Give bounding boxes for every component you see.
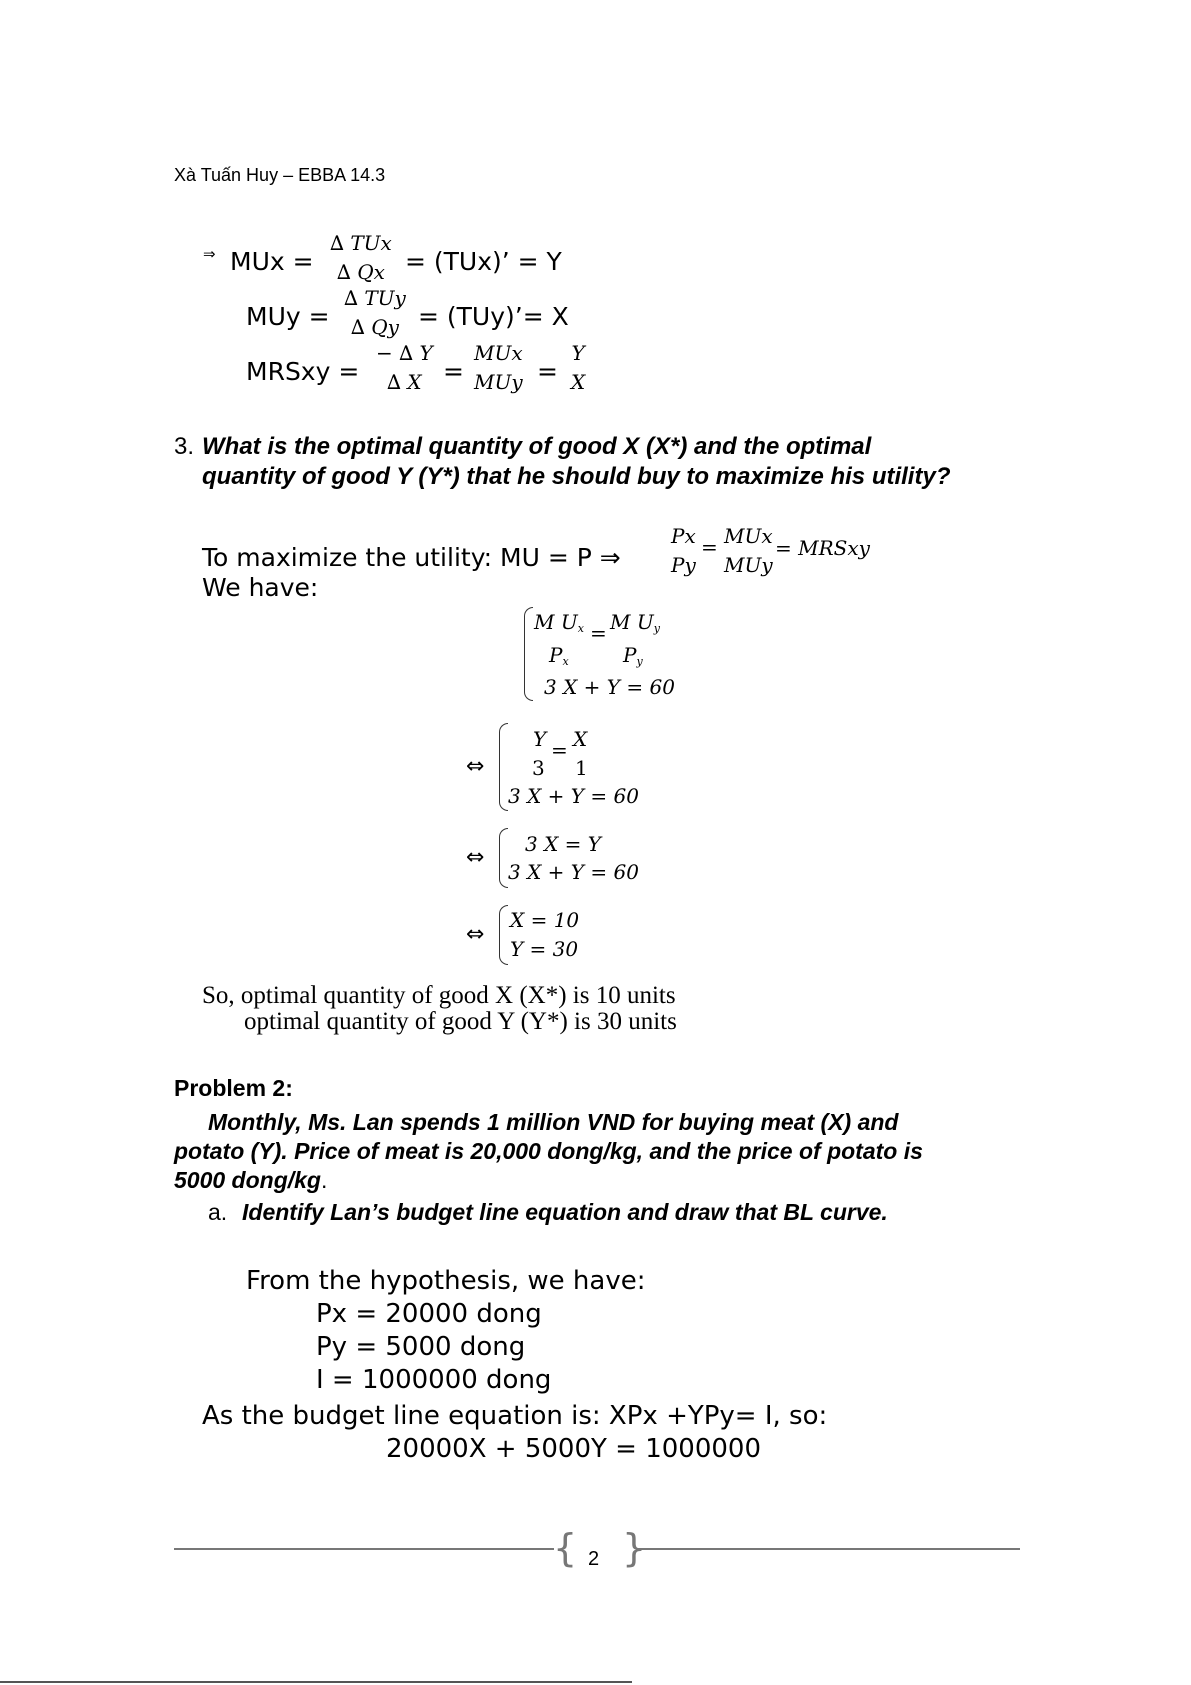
equivalence-arrow-3: ⇔ — [466, 922, 485, 947]
system-4-line-1: X = 10 — [510, 908, 580, 932]
system-2-denominator-2: 1 — [575, 756, 588, 780]
mu-ratio-numerator: MUx — [724, 524, 773, 548]
budget-line-equation: 20000X + 5000Y = 1000000 — [386, 1434, 761, 1464]
system-1-constraint: 3 X + Y = 60 — [544, 675, 675, 699]
system-2-brace — [499, 723, 508, 811]
muy-label: MUy = — [246, 302, 330, 331]
mrs-numerator-3: Y — [571, 341, 585, 365]
system-2-denominator-1: 3 — [532, 756, 545, 780]
system-3-brace — [499, 828, 508, 888]
maximize-text: To maximize the utility: MU = P ⇒ — [202, 543, 621, 572]
footer-rule-right — [636, 1548, 1020, 1550]
problem-2-title: Problem 2: — [174, 1075, 293, 1101]
page-number: 2 — [588, 1548, 600, 1570]
mrs-denominator-1: ∆ X — [387, 370, 422, 394]
mrs-label: MRSxy = — [246, 357, 360, 386]
sub-question-a-label: a. — [208, 1199, 228, 1225]
mux-result: = (TUx)’ = Y — [405, 247, 562, 276]
price-ratio-fraction — [671, 522, 696, 580]
system-3-line-2: 3 X + Y = 60 — [508, 860, 639, 884]
equivalence-arrow-2: ⇔ — [466, 845, 485, 870]
system-1-p-y: Py — [623, 643, 643, 668]
system-4-line-2: Y = 30 — [510, 937, 579, 961]
system-1-equals: = — [590, 621, 607, 645]
maximize-mrs: = MRSxy — [775, 536, 870, 560]
mrs-equals-2: = — [537, 357, 558, 386]
footer-right-brace-icon: } — [622, 1526, 647, 1570]
mrs-fraction-2 — [474, 339, 523, 397]
question-3-line-1: What is the optimal quantity of good X (X*) and the optimal — [202, 433, 872, 460]
conclusion-line-1: So, optimal quantity of good X (X*) is 10 units — [202, 982, 676, 1009]
muy-denominator: ∆ Qy — [350, 315, 399, 339]
system-2-numerator-2: X — [573, 727, 588, 751]
mux-label: MUx = — [230, 247, 314, 276]
income: I = 1000000 dong — [316, 1365, 552, 1395]
system-2-constraint: 3 X + Y = 60 — [508, 784, 639, 808]
mrs-fraction-1 — [376, 339, 433, 397]
system-1-mu-x: M Ux — [534, 610, 584, 635]
implies-arrow: ⇒ — [203, 245, 216, 263]
price-x: Px = 20000 dong — [316, 1299, 542, 1329]
mrs-numerator-1: − ∆ Y — [376, 341, 433, 365]
muy-result: = (TUy)’= X — [418, 302, 569, 331]
budget-line-text: As the budget line equation is: XPx +YPy= I, so: — [202, 1401, 828, 1431]
mrs-denominator-3: X — [571, 370, 586, 394]
problem-2-line-1: Monthly, Ms. Lan spends 1 million VND for buying meat (X) and — [208, 1109, 899, 1135]
conclusion-line-2: optimal quantity of good Y (Y*) is 30 units — [244, 1008, 677, 1035]
mrs-fraction-3 — [571, 339, 585, 397]
price-ratio-numerator: Px — [671, 524, 696, 548]
mrs-denominator-2: MUy — [474, 370, 523, 394]
price-ratio-denominator: Py — [671, 553, 696, 577]
system-4-brace — [499, 905, 508, 965]
footer-rule-left — [174, 1548, 554, 1550]
system-3-line-1: 3 X = Y — [525, 832, 601, 856]
system-1-brace — [524, 607, 533, 701]
footer-left-brace-icon: { — [553, 1526, 578, 1570]
mu-ratio-fraction — [724, 522, 773, 580]
system-1-mu-y: M Uy — [610, 610, 660, 635]
system-2-numerator-1: Y — [533, 727, 547, 751]
header-author: Xà Tuấn Huy – EBBA 14.3 — [174, 165, 386, 185]
hypothesis-intro: From the hypothesis, we have: — [246, 1266, 646, 1296]
mux-denominator: ∆ Qx — [336, 260, 385, 284]
page-bottom-edge — [0, 1681, 632, 1683]
question-3-line-2: quantity of good Y (Y*) that he should buy to maximize his utility? — [202, 463, 951, 490]
mu-ratio-denominator: MUy — [724, 553, 773, 577]
price-y: Py = 5000 dong — [316, 1332, 526, 1362]
sub-question-a-text: Identify Lan’s budget line equation and draw that BL curve. — [242, 1199, 888, 1225]
mrs-numerator-2: MUx — [474, 341, 523, 365]
mrs-equals-1: = — [443, 357, 464, 386]
equivalence-arrow-1: ⇔ — [466, 754, 485, 779]
maximize-equals-1: = — [701, 535, 718, 559]
system-1-p-x: Px — [549, 643, 569, 668]
we-have-label: We have: — [202, 573, 319, 602]
problem-2-line-2: potato (Y). Price of meat is 20,000 dong/kg, and the price of potato is — [174, 1138, 923, 1164]
problem-2-line-3: 5000 dong/kg. — [174, 1167, 328, 1193]
question-3-number: 3. — [174, 433, 195, 460]
muy-fraction — [344, 284, 406, 342]
mux-fraction — [330, 229, 392, 287]
muy-numerator: ∆ TUy — [344, 286, 406, 310]
system-2-equals: = — [551, 738, 568, 762]
mux-numerator: ∆ TUx — [330, 231, 392, 255]
